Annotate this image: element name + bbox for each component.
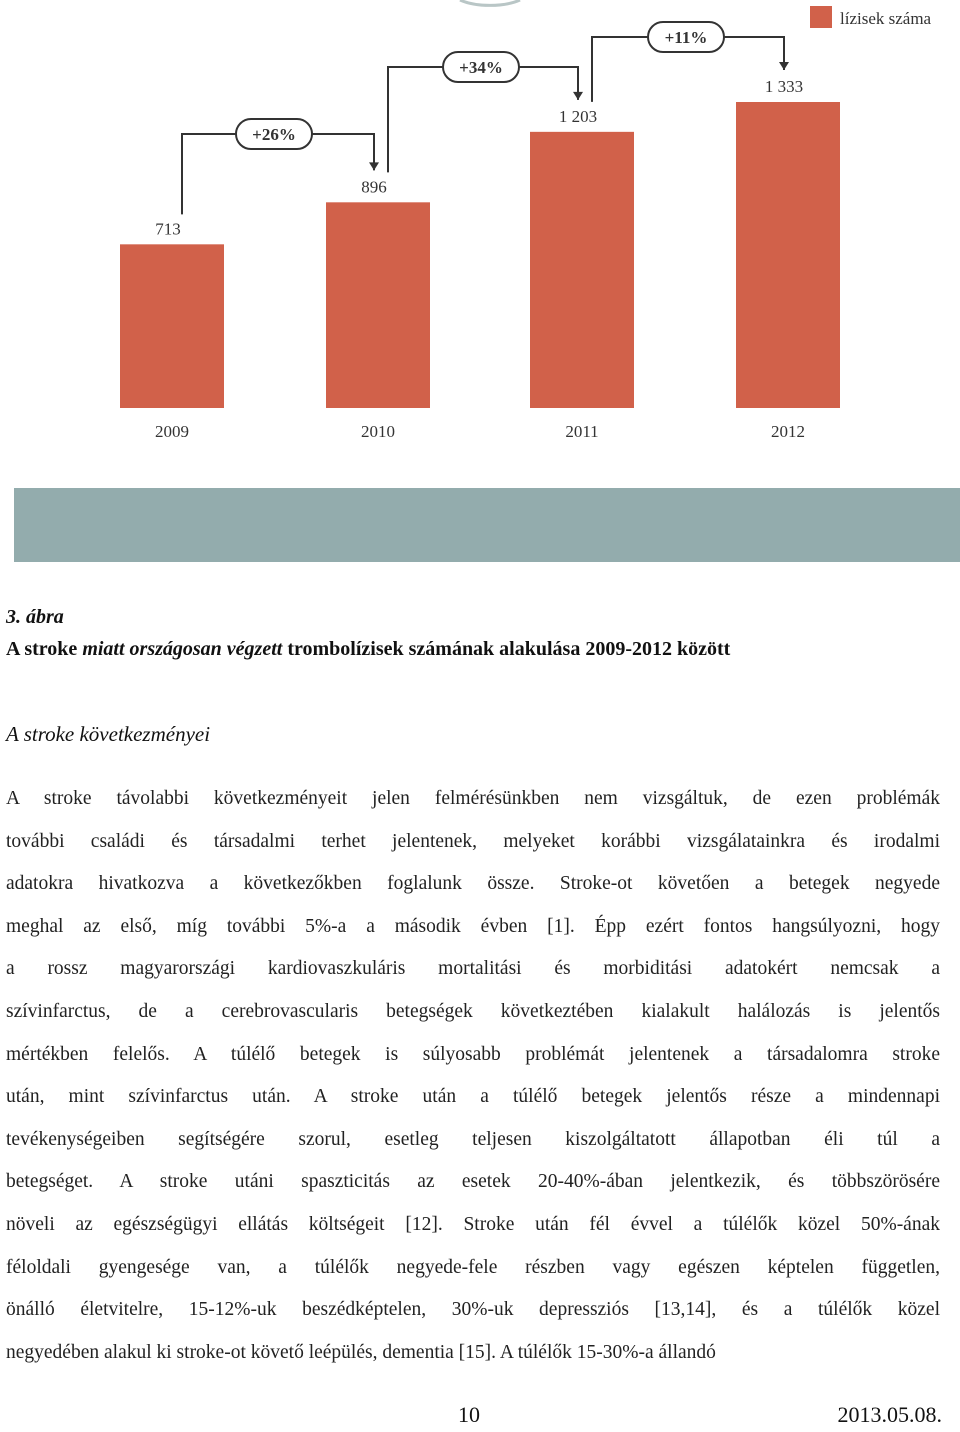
chart-footer-band [14,488,960,562]
page-number: 10 [458,1402,480,1427]
category-label-2009: 2009 [155,422,189,441]
value-label-2009: 713 [155,219,181,239]
body-line: betegséget. A stroke utáni spaszticitás az esetek 20-40%-ában jelentkezik, és többszörösére [6,1171,940,1193]
body-line: féloldali gyengesége van, a túlélők negyede-fele részben vagy egészen képtelen független, [6,1256,940,1278]
figure-caption-part: trombolízisek számának alakulása 2009-2012 között [287,638,731,660]
figure-label: 3. ábra [6,606,64,628]
bar-2009 [120,244,224,408]
category-label-2011: 2011 [565,422,599,441]
growth-label-2: +11% [664,28,708,47]
body-text [6,778,940,1374]
body-line: tevékenységeiben segítségére szorul, esetleg teljesen kiszolgáltatott állapotban éli túl a [6,1128,940,1150]
legend-swatch [810,6,832,28]
category-label-2012: 2012 [771,422,805,441]
body-line: negyedében alakul ki stroke-ot követő leépülés, dementia [15]. A túlélők 15-30%-a állandó [6,1341,716,1363]
category-label-2010: 2010 [361,422,395,441]
growth-label-1: +34% [459,58,503,77]
growth-arrowhead-0 [369,162,379,170]
growth-label-0: +26% [252,125,296,144]
body-line: további családi és társadalmi terhet jelentenek, melyeket korábbi vizsgálatainkra és irodalmi [6,830,940,852]
value-label-2010: 896 [361,177,387,197]
body-line: meghal az első, míg további 5%-a a második évben [1]. Épp ezért fontos hangsúlyozni, hogy [6,915,940,937]
growth-arrowhead-1 [573,92,583,100]
figure-caption-part: miatt országosan végzett [82,638,288,660]
bar-2011 [530,132,634,408]
body-line: a rossz magyarországi kardiovaszkuláris mortalitási és morbiditási adatokért nemcsak a [6,958,940,980]
bar-chart [14,0,960,562]
body-line: A stroke távolabbi következményeit jelen felmérésünkben nem vizsgáltuk, de ezen problémák [6,788,940,809]
chart-svg [14,0,960,562]
page-date: 2013.05.08. [837,1402,942,1427]
figure-caption-part: A stroke [6,638,83,660]
figure-caption [6,638,730,661]
value-label-2011: 1 203 [558,106,598,126]
chart-top-decoration [460,0,520,5]
bar-2012 [736,102,840,408]
body-line: szívinfarctus, de a cerebrovascularis betegségek következtében kialakult halálozás is jelentős [6,1000,940,1022]
value-label-2012: 1 333 [764,77,804,96]
legend-label: lízisek száma [840,9,932,28]
bar-2010 [326,202,430,408]
body-line: után, mint szívinfarctus után. A stroke után a túlélő betegek jelentős része a mindennapi [6,1086,940,1108]
body-line: adatokra hivatkozva a következőkben foglalunk össze. Stroke-ot követően a betegek negyede [6,873,940,895]
body-line: önálló életvitelre, 15-12%-uk beszédképtelen, 30%-uk depressziós [13,14], és a túlélők közel [6,1299,940,1321]
section-title: A stroke következményei [6,722,211,746]
body-line: növeli az egészségügyi ellátás költségeit [12]. Stroke után fél évvel a túlélők közel 50%-ának [6,1213,940,1235]
growth-arrowhead-2 [779,62,789,70]
body-line: mértékben felelős. A túlélő betegek is súlyosabb problémát jelentenek a társadalomra stroke [6,1043,940,1065]
